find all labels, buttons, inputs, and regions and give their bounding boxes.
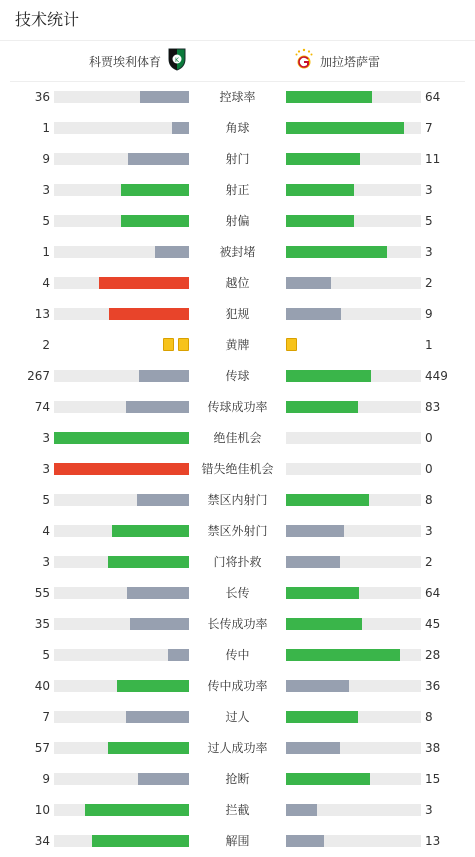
- stat-label: 传球: [225, 369, 250, 383]
- home-bar-track: [54, 773, 189, 785]
- away-value: 449: [425, 369, 448, 383]
- home-bar-track: [54, 494, 189, 506]
- away-bar-fill: [286, 215, 354, 227]
- home-bar-fill: [108, 742, 189, 754]
- away-bar-track: [286, 122, 421, 134]
- stat-row: [0, 268, 475, 299]
- stat-row: [0, 640, 475, 671]
- home-bar-fill: [140, 91, 189, 103]
- stat-row: [0, 361, 475, 392]
- stat-row: [0, 578, 475, 609]
- home-bar-track: [54, 370, 189, 382]
- stat-row: [0, 206, 475, 237]
- home-value: 4: [42, 524, 50, 538]
- home-value: 3: [42, 431, 50, 445]
- away-bar-track: [286, 153, 421, 165]
- home-value: 55: [34, 586, 50, 600]
- yellow-card-icon: [163, 338, 174, 351]
- away-value: 3: [425, 524, 433, 538]
- team-header: [0, 48, 475, 74]
- home-value: 3: [42, 555, 50, 569]
- away-value: 64: [425, 586, 441, 600]
- stat-row: [0, 82, 475, 113]
- home-bar-fill: [117, 680, 189, 692]
- away-bar-fill: [286, 401, 358, 413]
- away-bar-track: [286, 463, 421, 475]
- home-bar-track: [54, 835, 189, 847]
- stat-row: [0, 237, 475, 268]
- home-bar-track: [54, 525, 189, 537]
- away-bar-fill: [286, 773, 370, 785]
- home-bar-track: [54, 711, 189, 723]
- home-bar-fill: [92, 835, 189, 847]
- away-value: 36: [425, 679, 441, 693]
- home-bar-track: [54, 556, 189, 568]
- home-bar-fill: [109, 308, 189, 320]
- home-bar-fill: [137, 494, 189, 506]
- stat-label: 黄牌: [225, 338, 250, 352]
- away-bar-fill: [286, 246, 387, 258]
- away-bar-track: [286, 215, 421, 227]
- home-value: 2: [42, 338, 50, 352]
- away-bar-track: [286, 525, 421, 537]
- home-bar-track: [54, 804, 189, 816]
- away-bar-track: [286, 618, 421, 630]
- stat-row: [0, 330, 475, 361]
- home-bar-track: [54, 153, 189, 165]
- stat-label: 犯规: [225, 307, 250, 321]
- divider: [0, 40, 475, 41]
- away-value: 5: [425, 214, 433, 228]
- home-value: 57: [34, 741, 50, 755]
- stat-label: 抢断: [225, 772, 250, 786]
- away-bar-track: [286, 649, 421, 661]
- yellow-card-icon: [178, 338, 189, 351]
- stat-label: 门将扑救: [213, 555, 262, 569]
- home-value: 10: [34, 803, 50, 817]
- home-value: 3: [42, 462, 50, 476]
- home-value: 5: [42, 214, 50, 228]
- away-bar-track: [286, 804, 421, 816]
- away-value: 0: [425, 431, 433, 445]
- away-bar-track: [286, 587, 421, 599]
- stat-label: 过人: [225, 710, 250, 724]
- stat-label: 射门: [225, 152, 250, 166]
- away-value: 45: [425, 617, 441, 631]
- home-bar-fill: [128, 153, 189, 165]
- away-value: 2: [425, 555, 433, 569]
- home-bar-fill: [99, 277, 189, 289]
- stat-label: 长传: [225, 586, 250, 600]
- away-value: 83: [425, 400, 441, 414]
- kocaelispor-badge-icon: [167, 47, 187, 75]
- away-value: 0: [425, 462, 433, 476]
- stat-label: 拦截: [225, 803, 250, 817]
- home-bar-fill: [85, 804, 189, 816]
- away-bar-track: [286, 773, 421, 785]
- away-bar-track: [286, 246, 421, 258]
- stat-label: 射正: [225, 183, 250, 197]
- away-bar-fill: [286, 835, 324, 847]
- home-team[interactable]: [89, 48, 187, 74]
- stat-row: [0, 547, 475, 578]
- away-bar-fill: [286, 153, 360, 165]
- away-value: 28: [425, 648, 441, 662]
- away-bar-track: [286, 277, 421, 289]
- home-bar-fill: [127, 587, 189, 599]
- home-value: 7: [42, 710, 50, 724]
- home-bar-fill: [121, 184, 189, 196]
- stat-row: [0, 144, 475, 175]
- stat-label: 解围: [225, 834, 250, 848]
- away-bar-fill: [286, 494, 369, 506]
- home-value: 267: [27, 369, 50, 383]
- home-bar-fill: [139, 370, 189, 382]
- stat-row: [0, 392, 475, 423]
- home-bar-fill: [121, 215, 189, 227]
- away-value: 3: [425, 245, 433, 259]
- stat-label: 错失绝佳机会: [201, 462, 274, 476]
- away-value: 13: [425, 834, 441, 848]
- away-bar-track: [286, 370, 421, 382]
- home-bar-track: [54, 742, 189, 754]
- home-bar-track: [54, 215, 189, 227]
- away-bar-fill: [286, 122, 404, 134]
- away-bar-track: [286, 835, 421, 847]
- home-bar-track: [54, 587, 189, 599]
- home-value: 3: [42, 183, 50, 197]
- stat-row: [0, 733, 475, 764]
- stat-row: [0, 299, 475, 330]
- stat-row: [0, 764, 475, 795]
- home-value: 9: [42, 772, 50, 786]
- home-bar-fill: [172, 122, 189, 134]
- stat-label: 过人成功率: [207, 741, 268, 755]
- stat-row: [0, 516, 475, 547]
- home-value: 35: [34, 617, 50, 631]
- away-bar-track: [286, 308, 421, 320]
- stat-label: 越位: [225, 276, 250, 290]
- away-value: 1: [425, 338, 433, 352]
- stat-row: [0, 423, 475, 454]
- away-value: 8: [425, 710, 433, 724]
- home-bar-track: [54, 277, 189, 289]
- section-title: 技术统计: [15, 10, 80, 29]
- away-value: 7: [425, 121, 433, 135]
- away-bar-track: [286, 711, 421, 723]
- away-bar-fill: [286, 277, 331, 289]
- away-bar-fill: [286, 711, 358, 723]
- home-value: 4: [42, 276, 50, 290]
- home-value: 40: [34, 679, 50, 693]
- away-value: 38: [425, 741, 441, 755]
- away-bar-fill: [286, 184, 354, 196]
- stat-label: 射偏: [225, 214, 250, 228]
- stat-row: [0, 671, 475, 702]
- svg-text:K: K: [175, 57, 179, 64]
- away-bar-track: [286, 556, 421, 568]
- stat-label: 被封堵: [219, 245, 256, 259]
- home-bar-fill: [108, 556, 189, 568]
- stat-row: [0, 485, 475, 516]
- stat-label: 绝佳机会: [213, 431, 262, 445]
- away-bar-fill: [286, 680, 349, 692]
- away-bar-fill: [286, 525, 344, 537]
- stat-row: [0, 795, 475, 826]
- stat-row: [0, 113, 475, 144]
- stat-label: 传中成功率: [207, 679, 268, 693]
- stat-label: 角球: [225, 121, 250, 135]
- away-bar-fill: [286, 804, 317, 816]
- stat-label: 传中: [225, 648, 250, 662]
- home-bar-fill: [54, 432, 189, 444]
- home-value: 9: [42, 152, 50, 166]
- away-bar-track: [286, 432, 421, 444]
- home-yellow-cards: [163, 338, 189, 352]
- away-bar-fill: [286, 618, 362, 630]
- home-bar-fill: [112, 525, 189, 537]
- home-value: 5: [42, 648, 50, 662]
- home-value: 13: [34, 307, 50, 321]
- home-value: 5: [42, 493, 50, 507]
- away-bar-track: [286, 742, 421, 754]
- home-bar-track: [54, 184, 189, 196]
- home-value: 74: [34, 400, 50, 414]
- away-value: 8: [425, 493, 433, 507]
- home-bar-track: [54, 308, 189, 320]
- away-bar-fill: [286, 370, 371, 382]
- away-bar-track: [286, 184, 421, 196]
- away-value: 3: [425, 183, 433, 197]
- home-bar-fill: [168, 649, 189, 661]
- away-bar-track: [286, 680, 421, 692]
- away-value: 15: [425, 772, 441, 786]
- home-bar-fill: [155, 246, 189, 258]
- home-value: 36: [34, 90, 50, 104]
- home-bar-track: [54, 463, 189, 475]
- home-bar-fill: [126, 401, 189, 413]
- home-value: 1: [42, 245, 50, 259]
- home-bar-track: [54, 680, 189, 692]
- home-value: 34: [34, 834, 50, 848]
- away-bar-fill: [286, 91, 372, 103]
- stat-row: [0, 175, 475, 206]
- stat-label: 禁区内射门: [207, 493, 268, 507]
- away-team[interactable]: [294, 48, 380, 74]
- home-bar-track: [54, 91, 189, 103]
- stat-row: [0, 826, 475, 857]
- away-value: 2: [425, 276, 433, 290]
- away-bar-track: [286, 91, 421, 103]
- away-bar-track: [286, 401, 421, 413]
- away-bar-fill: [286, 587, 359, 599]
- stat-row: [0, 702, 475, 733]
- stat-label: 控球率: [219, 90, 256, 104]
- away-value: 64: [425, 90, 441, 104]
- away-bar-fill: [286, 649, 400, 661]
- away-value: 11: [425, 152, 441, 166]
- home-bar-track: [54, 246, 189, 258]
- home-bar-track: [54, 618, 189, 630]
- home-bar-track: [54, 401, 189, 413]
- away-yellow-cards: [286, 338, 297, 352]
- yellow-card-icon: [286, 338, 297, 351]
- home-bar-track: [54, 122, 189, 134]
- home-bar-fill: [130, 618, 189, 630]
- home-bar-fill: [54, 463, 189, 475]
- away-bar-fill: [286, 742, 340, 754]
- stat-row: [0, 609, 475, 640]
- away-bar-track: [286, 494, 421, 506]
- home-value: 1: [42, 121, 50, 135]
- away-team-name: 加拉塔萨雷: [320, 54, 381, 69]
- home-bar-track: [54, 432, 189, 444]
- away-bar-fill: [286, 308, 341, 320]
- home-team-name: 科贾埃利体育: [88, 54, 161, 69]
- stat-label: 传球成功率: [207, 400, 268, 414]
- away-bar-fill: [286, 556, 340, 568]
- stat-row: [0, 454, 475, 485]
- away-value: 9: [425, 307, 433, 321]
- away-value: 3: [425, 803, 433, 817]
- home-bar-fill: [126, 711, 189, 723]
- home-bar-fill: [138, 773, 189, 785]
- home-bar-track: [54, 649, 189, 661]
- galatasaray-badge-icon: [294, 47, 314, 75]
- stat-label: 长传成功率: [207, 617, 268, 631]
- stat-label: 禁区外射门: [207, 524, 268, 538]
